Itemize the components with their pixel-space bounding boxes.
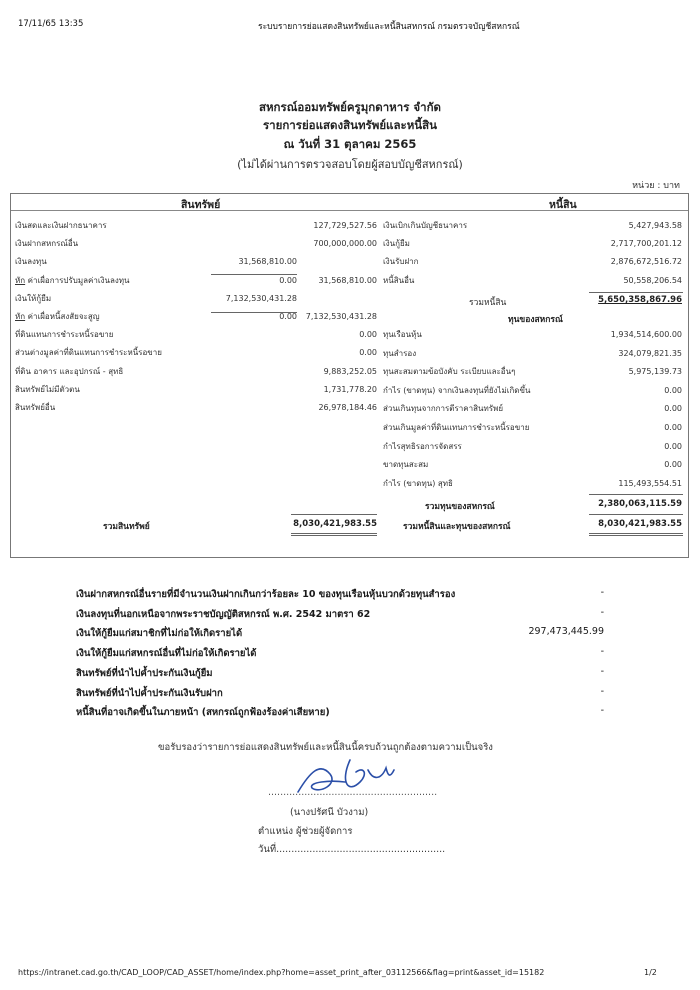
signer-position: ตำแหน่ง ผู้ช่วยผู้จัดการ [258,826,353,837]
note-value: - [600,665,604,677]
asset-row-text: สินทรัพย์อื่น [15,403,56,412]
note-label: เงินฝากสหกรณ์อื่นรายที่มีจำนวนเงินฝากเกินกว่าร้อยละ 10 ของทุนเรือนหุ้นบวกด้วยทุนสำรอง [76,589,456,600]
asset-row-label [15,329,113,341]
asset-row-text: ที่ดินแทนการชำระหนี้รอขาย [15,330,114,340]
asset-row-value: 1,731,778.20 [323,384,377,394]
liabilities-total-value: 5,650,358,867.96 [598,295,682,305]
note-label: สินทรัพย์ที่นำไปค้ำประกันเงินรับฝาก [76,687,223,699]
liability-row-label: เงินเบิกเกินบัญชีธนาคาร [383,221,468,230]
signature-line: ........................................................ [268,787,438,798]
equity-total-value: 2,380,063,115.59 [598,499,682,509]
assets-total-label: รวมสินทรัพย์ [103,522,150,532]
asset-row-sub: 7,132,530,431.28 [225,293,297,303]
asset-row-text: เงินสดและเงินฝากธนาคาร [15,221,107,230]
equity-row-value: 324,079,821.35 [618,348,682,358]
note-value: - [600,685,604,697]
signer-name: (นางปรัศนี บัวงาม) [290,807,369,818]
equity-row-value: 0.00 [664,441,682,451]
asset-row-value: 0.00 [359,330,377,340]
coop-name: สหกรณ์ออมทรัพย์ครูมุกดาหาร จำกัด [258,100,442,114]
signer-date: วันที่........................................................ [258,844,446,855]
asset-row-value: 31,568,810.00 [318,275,377,285]
asset-row-text: ที่ดิน อาคาร และอุปกรณ์ - สุทธิ [15,366,124,376]
asset-row-label [15,275,130,287]
asset-row-value: 9,883,252.05 [323,366,377,376]
asset-row-label [15,402,55,414]
asset-row-value: 7,132,530,431.28 [305,312,377,321]
asset-row-text: ค่าเผื่อการปรับมูลค่าเงินลงทุน [25,275,130,285]
page-number: 1/2 [644,968,657,977]
asset-row-label [15,347,162,359]
asset-row-label [15,220,107,232]
equity-row-label: กำไร (ขาดทุน) สุทธิ [383,478,453,488]
liability-row-value: 2,717,700,201.12 [610,239,682,249]
liability-row-value: 2,876,672,516.72 [610,257,682,267]
note-label: สินทรัพย์ที่นำไปค้ำประกันเงินกู้ยืม [76,667,213,679]
asset-row-label [15,366,123,378]
asset-row-value: 26,978,184.46 [318,403,377,412]
note-label: เงินลงทุนที่นอกเหนือจากพระราชบัญญัติสหกรณ์ พ.ศ. 2542 มาตรา 62 [76,608,371,620]
liability-row-label: เงินกู้ยืม [383,239,410,249]
equity-row-label: ขาดทุนสะสม [383,460,429,470]
equity-row-value: 115,493,554.51 [618,478,682,488]
asset-row-label [15,238,78,250]
assets-total-value: 8,030,421,983.55 [293,519,377,529]
asset-row-prefix: หัก [15,275,26,285]
asset-row-text: ส่วนต่างมูลค่าที่ดินแทนการชำระหนี้รอขาย [15,348,162,358]
liabilities-total-label: รวมหนี้สิน [469,298,507,308]
note-value: - [600,606,604,618]
asset-row-value: 127,729,527.56 [313,221,377,230]
equity-row-value: 0.00 [664,423,682,432]
grand-total-value: 8,030,421,983.55 [598,519,682,529]
asset-row-label [15,293,51,305]
print-datetime: 17/11/65 13:35 [18,19,84,29]
equity-row-label: ส่วนเกินมูลค่าที่ดินแทนการชำระหนี้รอขาย [383,423,530,432]
audit-note: (ไม่ได้ผ่านการตรวจสอบโดยผู้สอบบัญชีสหกรณ์) [237,158,463,171]
asset-row-label [15,256,47,268]
asset-row-value: 0.00 [359,348,377,358]
note-value: - [600,705,604,717]
equity-row-label: ทุนสะสมตามข้อบังคับ ระเบียบและอื่นๆ [383,367,516,377]
certify-text: ขอรับรองว่ารายการย่อแสดงสินทรัพย์และหนี้สินนี้ครบถ้วนถูกต้องตามความเป็นจริง [158,742,493,753]
liability-row-label: เงินรับฝาก [383,257,419,267]
equity-row-value: 0.00 [664,404,682,414]
asset-row-text: เงินฝากสหกรณ์อื่น [15,239,79,249]
asset-row-text: เงินให้กู้ยืม [15,293,52,303]
note-label: เงินให้กู้ยืมแก่สหกรณ์อื่นที่ไม่ก่อให้เกิดรายได้ [76,648,257,660]
assets-heading: สินทรัพย์ [181,199,221,211]
liability-row-value: 50,558,206.54 [623,275,682,285]
asset-row-text: ค่าเผื่อหนี้สงสัยจะสูญ [25,312,100,321]
equity-total-label: รวมทุนของสหกรณ์ [425,502,495,512]
equity-row-label: กำไรสุทธิรอการจัดสรร [383,441,462,451]
footer-url: https://intranet.cad.go.th/CAD_LOOP/CAD_ASSET/home/index.php?home=asset_print_after_03112566&flag=print&asset_id=15182 [18,968,545,977]
equity-row-value: 0.00 [664,460,682,470]
asset-row-prefix: หัก [15,312,26,321]
system-title: ระบบรายการย่อแสดงสินทรัพย์และหนี้สินสหกรณ์ กรมตรวจบัญชีสหกรณ์ [258,22,520,32]
grand-total-label: รวมหนี้สินและทุนของสหกรณ์ [403,522,511,532]
liability-row-label: หนี้สินอื่น [383,275,415,285]
asset-row-label [15,384,80,396]
report-date: ณ วันที่ 31 ตุลาคม 2565 [283,137,417,151]
asset-row-sub: 0.00 [279,275,297,285]
note-label: เงินให้กู้ยืมแก่สมาชิกที่ไม่ก่อให้เกิดรายได้ [76,628,243,640]
note-value: 297,473,445.99 [528,626,604,638]
asset-row-sub: 0.00 [279,312,297,321]
equity-row-value: 5,975,139.73 [628,367,682,377]
asset-row-value: 700,000,000.00 [313,239,377,249]
equity-row-value: 1,934,514,600.00 [610,330,682,339]
report-title: รายการย่อแสดงสินทรัพย์และหนี้สิน [262,118,438,132]
liabilities-heading: หนี้สิน [549,199,577,211]
equity-row-label: ทุนเรือนหุ้น [383,330,422,339]
equity-row-label: ส่วนเกินทุนจากการตีราคาสินทรัพย์ [383,404,503,414]
asset-row-text: เงินลงทุน [15,257,47,267]
unit-label: หน่วย : บาท [632,181,680,191]
equity-row-value: 0.00 [664,385,682,395]
note-label: หนี้สินที่อาจเกิดขึ้นในภายหน้า (สหกรณ์ถูกฟ้องร้องค่าเสียหาย) [76,707,330,719]
balance-table [10,193,689,558]
note-value: - [600,587,604,598]
equity-row-label: กำไร (ขาดทุน) จากเงินลงทุนที่ยังไม่เกิดขึ้น [383,385,531,395]
liability-row-value: 5,427,943.58 [628,221,682,230]
equity-heading: ทุนของสหกรณ์ [508,315,563,325]
asset-row-sub: 31,568,810.00 [238,257,297,267]
note-value: - [600,646,604,658]
asset-row-text: สินทรัพย์ไม่มีตัวตน [15,384,80,394]
asset-row-label [15,311,100,323]
equity-row-label: ทุนสำรอง [383,348,417,358]
